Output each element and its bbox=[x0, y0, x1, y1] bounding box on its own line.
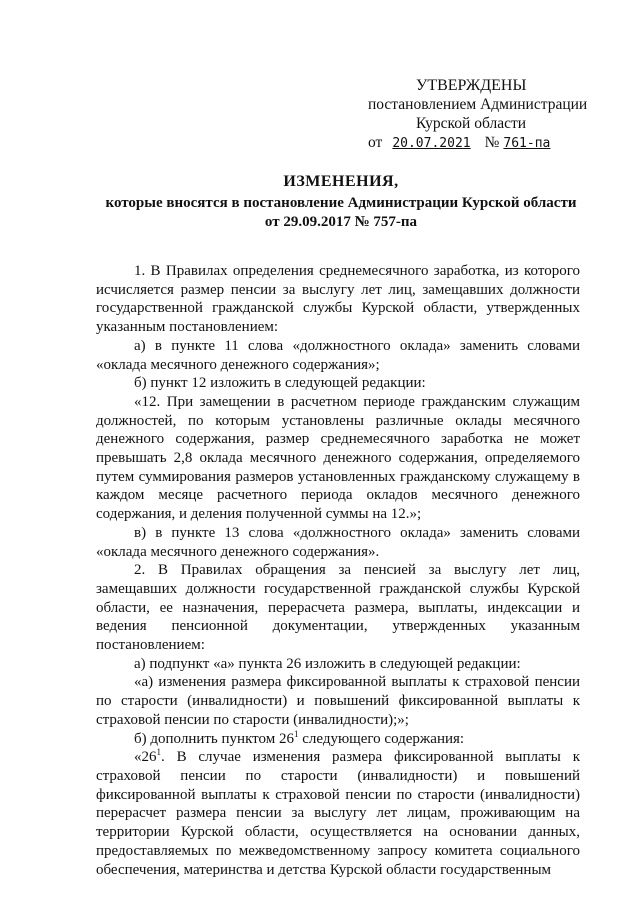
paragraph: а) подпункт «а» пункта 26 изложить в следующей редакции: bbox=[134, 655, 521, 672]
paragraph: «а) изменения размера фиксированной выплаты к страховой пенсии по старости (инвалидности) и повышений фиксированной выплаты к страховой пенсии по старости (инвалидности);»; bbox=[96, 674, 580, 728]
text-run: б) дополнить пунктом 26 bbox=[134, 730, 294, 747]
doc-subtitle: которые вносятся в постановление Администрации Курской области bbox=[105, 195, 577, 211]
paragraph: 2. В Правилах обращения за пенсией за выслугу лет лиц, замещавших должности государственной гражданской службы Курской области, ее назначения, перерасчета размера, выплаты, индексации и ведения пенсионной документации, утвержденных указанным постановлением: bbox=[96, 562, 580, 654]
date-prefix: от bbox=[368, 134, 383, 151]
number-prefix: № bbox=[484, 134, 500, 151]
paragraph: в) в пункте 13 слова «должностного оклада» заменить словами «оклада месячного денежного содержания». bbox=[96, 524, 580, 560]
approved-by: постановлением Администрации bbox=[368, 96, 588, 113]
text-run: . В случае изменения размера фиксированной выплаты к страховой пенсии по старости (инвалидности) и повышений фиксированной выплаты к страховой пенсии по старости (инвалидности) перерасчет размера пенсии за выслугу лет лицам, проживающим на территории Курской области, осуществляется на основании данных, предоставляемых по межведомственному запросу комитета социального обеспечения, материнства и детства Курской области государственным bbox=[96, 749, 580, 878]
text-run: «26 bbox=[134, 749, 157, 766]
paragraph: «12. При замещении в расчетном периоде гражданским служащим должностей, по которым установлены различные оклады месячного денежного содержания, размер среднемесячного заработка не может превышать 2,8 оклада месячного денежного содержания, определяемого путем суммирования размеров установленных гражданскому служащему в каждом месяце расчетного периода окладов месячного денежного содержания, и деления полученной суммы на 12.»; bbox=[96, 393, 580, 523]
paragraph: б) пункт 12 изложить в следующей редакции: bbox=[134, 375, 426, 392]
approval-stamp bbox=[368, 76, 598, 153]
approved-label: УТВЕРЖДЕНЫ bbox=[416, 77, 527, 94]
document-body bbox=[96, 262, 580, 879]
paragraph: 1. В Правилах определения среднемесячного заработка, из которого исчисляется размер пенсии за выслугу лет лиц, замещавших должности государственной гражданской службы Курской области, утвержденных указанным постановлением: bbox=[96, 263, 580, 336]
doc-subtitle-ref: от 29.09.2017 № 757-па bbox=[264, 214, 418, 230]
superscript: 1 bbox=[156, 747, 161, 758]
doc-title: ИЗМЕНЕНИЯ, bbox=[283, 173, 399, 190]
paragraph: а) в пункте 11 слова «должностного оклада» заменить словами «оклада месячного денежного содержания»; bbox=[96, 337, 580, 373]
paragraph bbox=[96, 748, 580, 879]
approval-number: 761-па bbox=[503, 136, 551, 151]
approval-date: 20.07.2021 bbox=[392, 136, 471, 151]
superscript: 1 bbox=[293, 728, 299, 739]
approval-date-number bbox=[368, 133, 598, 153]
approved-region: Курской области bbox=[416, 115, 527, 132]
text-run: следующего содержания: bbox=[298, 730, 465, 747]
paragraph bbox=[96, 730, 580, 749]
